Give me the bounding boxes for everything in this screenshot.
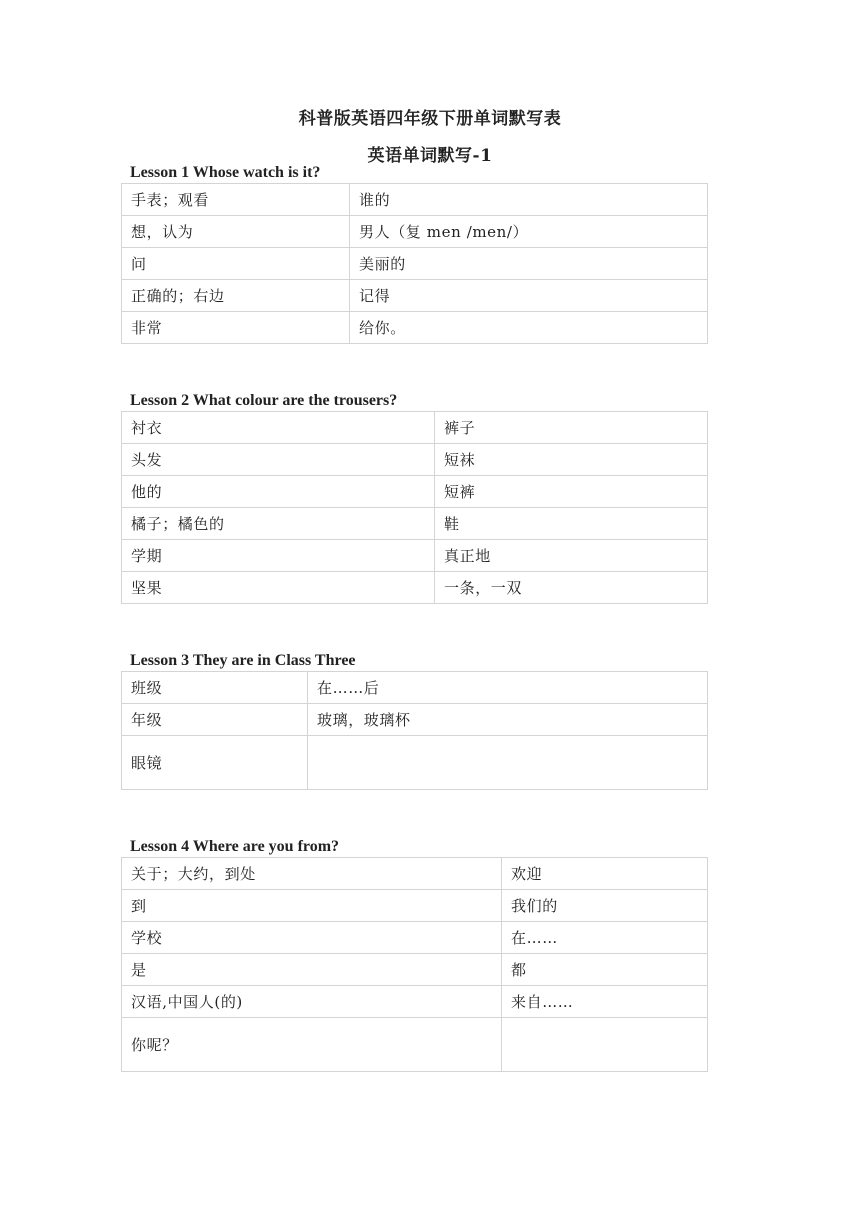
table-row [122,248,708,280]
table-cell: 学校 [122,922,502,954]
table-row [122,412,708,444]
table-row [122,572,708,604]
table-row [122,184,708,216]
table-cell: 班级 [122,672,308,704]
lesson-4-table [121,857,708,1072]
document-subtitle: 英语单词默写-1 [367,146,493,166]
table-row [122,890,708,922]
lesson-1-heading: Lesson 1 Whose watch is it? [130,164,321,181]
table-cell: 玻璃，玻璃杯 [308,704,708,736]
table-cell: 我们的 [502,890,708,922]
table-cell: 手表；观看 [122,184,350,216]
table-cell: 记得 [350,280,708,312]
table-cell: 在…… [502,922,708,954]
table-cell: 鞋 [435,508,708,540]
lesson-2-table [121,411,708,604]
table-row [122,922,708,954]
lesson-1-table [121,183,708,344]
table-row [122,444,708,476]
lesson-4-heading: Lesson 4 Where are you from? [130,838,340,855]
table-cell: 裤子 [435,412,708,444]
table-cell: 衬衣 [122,412,435,444]
lesson-3-table [121,671,708,790]
table-cell: 正确的；右边 [122,280,350,312]
table-cell: 短袜 [435,444,708,476]
table-cell: 美丽的 [350,248,708,280]
table-row [122,954,708,986]
lesson-2-section [121,391,708,604]
table-row [122,216,708,248]
table-row [122,704,708,736]
table-cell: 问 [122,248,350,280]
table-cell: 谁的 [350,184,708,216]
table-row [122,312,708,344]
table-cell: 都 [502,954,708,986]
table-row [122,540,708,572]
table-cell: 年级 [122,704,308,736]
document-title: 科普版英语四年级下册单词默写表 [298,109,562,129]
table-cell: 学期 [122,540,435,572]
table-cell [308,736,708,790]
table-cell: 头发 [122,444,435,476]
table-cell: 关于；大约，到处 [122,858,502,890]
table-row [122,508,708,540]
table-cell: 汉语,中国人(的) [122,986,502,1018]
table-cell: 在……后 [308,672,708,704]
table-cell: 是 [122,954,502,986]
table-cell: 坚果 [122,572,435,604]
lesson-3-section [121,651,708,790]
table-cell: 你呢？ [122,1018,502,1072]
table-cell: 短裤 [435,476,708,508]
table-cell: 眼镜 [122,736,308,790]
table-cell: 想，认为 [122,216,350,248]
table-row [122,1018,708,1072]
lesson-2-heading: Lesson 2 What colour are the trousers? [130,392,398,409]
table-row [122,858,708,890]
table-cell: 一条，一双 [435,572,708,604]
table-cell: 非常 [122,312,350,344]
table-cell: 欢迎 [502,858,708,890]
table-cell: 到 [122,890,502,922]
table-row [122,736,708,790]
lesson-4-section [121,837,708,1072]
table-cell: 来自…… [502,986,708,1018]
table-cell: 男人（复 men /men/） [350,216,708,248]
lesson-1-section [121,163,708,344]
table-row [122,476,708,508]
table-cell [502,1018,708,1072]
table-cell: 真正地 [435,540,708,572]
table-cell: 橘子；橘色的 [122,508,435,540]
lesson-3-heading: Lesson 3 They are in Class Three [130,652,356,669]
table-row [122,986,708,1018]
table-cell: 给你。 [350,312,708,344]
table-row [122,280,708,312]
table-cell: 他的 [122,476,435,508]
table-row [122,672,708,704]
